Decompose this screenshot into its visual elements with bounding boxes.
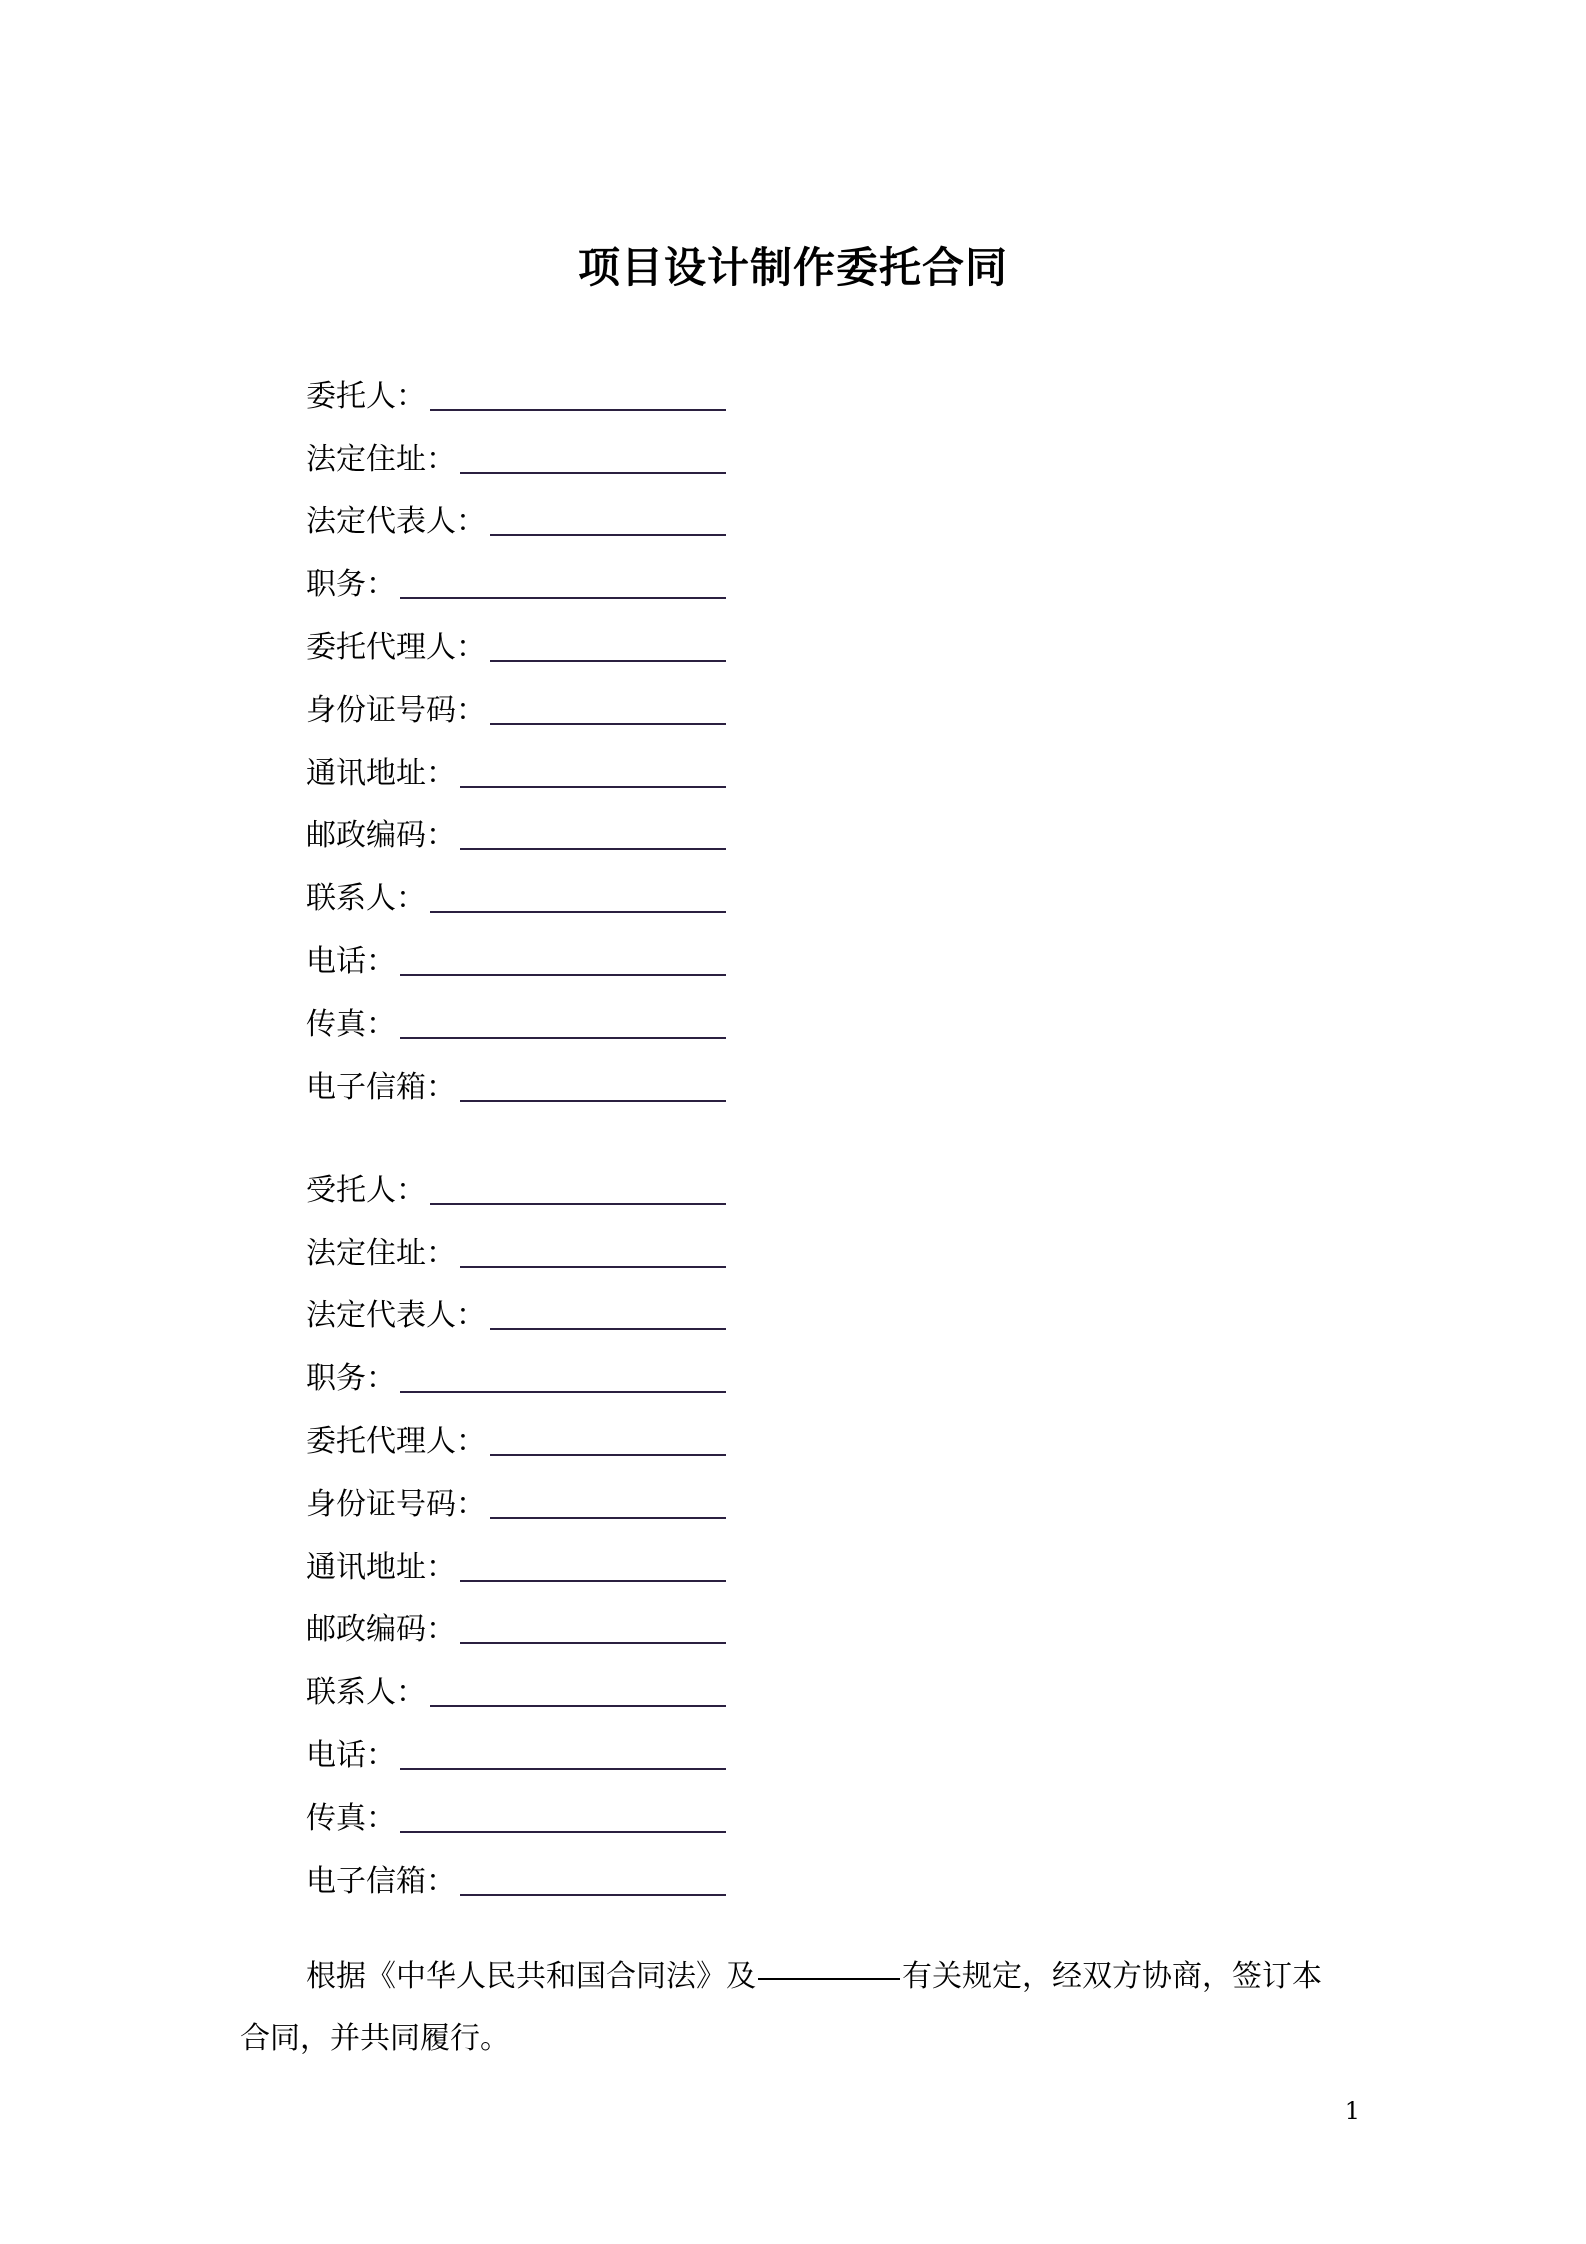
field-row-postal-code (306, 1592, 726, 1655)
field-row-position (306, 1340, 726, 1403)
field-row-fax (306, 1780, 726, 1843)
field-label: 法定住址： (306, 1235, 456, 1271)
fill-in-line[interactable] (460, 1894, 726, 1896)
fill-in-line[interactable] (490, 534, 726, 536)
field-label: 联系人： (306, 1675, 426, 1711)
field-row-phone (306, 1717, 726, 1780)
fill-in-line[interactable] (430, 409, 726, 411)
fill-in-line[interactable] (460, 1100, 726, 1102)
fill-in-line[interactable] (430, 1705, 726, 1707)
field-label: 法定代表人： (306, 504, 486, 540)
document-title: 项目设计制作委托合同 (577, 243, 1008, 292)
field-label: 通讯地址： (306, 1549, 456, 1585)
client-info-section (306, 358, 726, 1112)
field-row-client (306, 358, 726, 421)
field-label: 电子信箱： (306, 1069, 456, 1105)
field-label: 传真： (306, 1006, 396, 1042)
fill-in-line[interactable] (430, 911, 726, 913)
field-row-email (306, 1049, 726, 1112)
field-label: 职务： (306, 1361, 396, 1397)
field-row-id-number (306, 1466, 726, 1529)
field-label: 职务： (306, 567, 396, 603)
field-label: 法定住址： (306, 441, 456, 477)
fill-in-line[interactable] (400, 1037, 726, 1039)
field-row-email (306, 1843, 726, 1906)
field-label: 电话： (306, 943, 396, 979)
field-row-legal-address (306, 421, 726, 484)
field-row-id-number (306, 672, 726, 735)
fill-in-line[interactable] (490, 660, 726, 662)
field-row-position (306, 546, 726, 609)
field-row-legal-representative (306, 484, 726, 547)
field-row-agent (306, 1403, 726, 1466)
field-label: 受托人： (306, 1172, 426, 1208)
fill-in-line[interactable] (460, 848, 726, 850)
field-label: 电话： (306, 1737, 396, 1773)
field-row-fax (306, 986, 726, 1049)
field-row-mailing-address (306, 1529, 726, 1592)
fill-in-line[interactable] (460, 472, 726, 474)
fill-in-line[interactable] (400, 1391, 726, 1393)
field-row-legal-address (306, 1215, 726, 1278)
field-row-contact (306, 1654, 726, 1717)
fill-in-line[interactable] (460, 1266, 726, 1268)
fill-in-line[interactable] (490, 1454, 726, 1456)
field-label: 联系人： (306, 881, 426, 917)
fill-in-line[interactable] (460, 1642, 726, 1644)
field-row-postal-code (306, 798, 726, 861)
field-label: 委托代理人： (306, 1423, 486, 1459)
field-label: 身份证号码： (306, 692, 486, 728)
intro-text-start: 根据《中华人民共和国合同法》及 (306, 1959, 756, 1994)
field-label: 电子信箱： (306, 1863, 456, 1899)
fill-in-line[interactable] (400, 1831, 726, 1833)
field-row-legal-representative (306, 1278, 726, 1341)
field-label: 传真： (306, 1800, 396, 1836)
field-row-mailing-address (306, 735, 726, 798)
intro-paragraph (240, 1946, 1350, 2070)
intro-text-end: 有关规定，经双方协商，签订本合同，并共同履行。 (240, 1959, 1322, 2056)
fill-in-line[interactable] (490, 1328, 726, 1330)
fill-in-blank[interactable] (758, 1978, 900, 1980)
fill-in-line[interactable] (400, 597, 726, 599)
field-label: 身份证号码： (306, 1486, 486, 1522)
fill-in-line[interactable] (460, 1580, 726, 1582)
field-label: 通讯地址： (306, 755, 456, 791)
field-label: 邮政编码： (306, 1612, 456, 1648)
fill-in-line[interactable] (400, 1768, 726, 1770)
field-row-agent (306, 609, 726, 672)
field-row-phone (306, 923, 726, 986)
field-label: 委托人： (306, 378, 426, 414)
field-row-contractor (306, 1152, 726, 1215)
field-label: 邮政编码： (306, 818, 456, 854)
fill-in-line[interactable] (460, 786, 726, 788)
fill-in-line[interactable] (490, 1517, 726, 1519)
contractor-info-section (306, 1152, 726, 1906)
fill-in-line[interactable] (490, 723, 726, 725)
field-label: 委托代理人： (306, 629, 486, 665)
fill-in-line[interactable] (400, 974, 726, 976)
page-number: 1 (1344, 2097, 1360, 2125)
fill-in-line[interactable] (430, 1203, 726, 1205)
field-row-contact (306, 860, 726, 923)
field-label: 法定代表人： (306, 1298, 486, 1334)
